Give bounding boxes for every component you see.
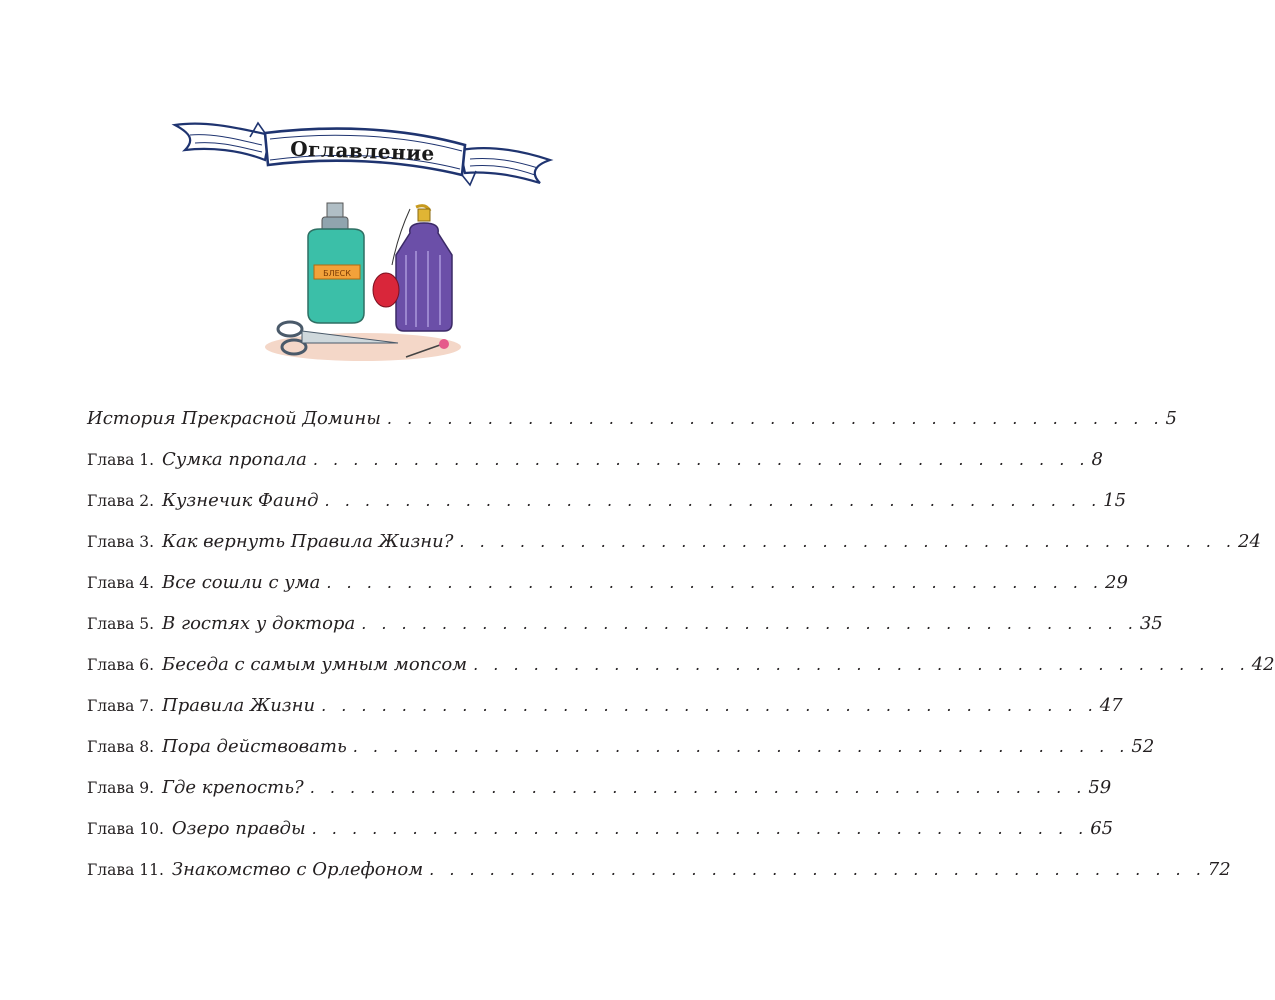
toc-entry[interactable] — [87, 531, 1261, 565]
dot-leader: . . . . . . . . . . . . . . . . . . . . . . . . . . . . . . . . . . . . . . . — [429, 860, 1206, 879]
chapter-label: Глава 3. — [87, 533, 155, 551]
chapter-label: Глава 8. — [87, 738, 155, 756]
dot-leader: . . . . . . . . . . . . . . . . . . . . . . . . . . . . . . . . . . . . . . . — [473, 655, 1250, 674]
toc-entry[interactable] — [87, 736, 1155, 770]
toc-entry[interactable] — [87, 572, 1128, 606]
dot-leader: . . . . . . . . . . . . . . . . . . . . . . . . . . . . . . . . . . . . . . . — [309, 778, 1087, 797]
toc-entry[interactable] — [87, 859, 1231, 893]
entry-title: Где крепость? — [162, 777, 304, 798]
page-number: 65 — [1090, 818, 1114, 839]
dot-leader: . . . . . . . . . . . . . . . . . . . . . . . . . . . . . . . . . . . . . . . — [326, 573, 1103, 592]
entry-title: Правила Жизни — [162, 695, 316, 716]
dot-leader: . . . . . . . . . . . . . . . . . . . . . . . . . . . . . . . . . . . . . . . — [312, 450, 1090, 469]
entry-title: В гостях у доктора — [162, 613, 356, 634]
chapter-label: Глава 7. — [87, 697, 155, 715]
toc-entry[interactable] — [87, 408, 1177, 442]
entry-title: История Прекрасной Домины — [87, 408, 381, 429]
page-number: 59 — [1088, 777, 1112, 798]
entry-title: Как вернуть Правила Жизни? — [162, 531, 454, 552]
title-banner — [170, 105, 555, 195]
toc-entry[interactable] — [87, 654, 1275, 688]
toc-entry[interactable] — [87, 449, 1103, 483]
page-number: 24 — [1238, 531, 1261, 552]
chapter-label: Глава 1. — [87, 451, 155, 469]
toc-entry[interactable] — [87, 613, 1163, 647]
page-number: 42 — [1251, 654, 1275, 675]
dot-leader: . . . . . . . . . . . . . . . . . . . . . . . . . . . . . . . . . . . . . . . — [321, 696, 1098, 715]
toc-entry[interactable] — [87, 490, 1127, 524]
dot-leader: . . . . . . . . . . . . . . . . . . . . . . . . . . . . . . . . . . . . . . . — [311, 819, 1089, 838]
cosmetics-illustration — [258, 195, 458, 370]
entry-title: Все сошли с ума — [162, 572, 321, 593]
entry-title: Беседа с самым умным мопсом — [162, 654, 468, 675]
shadow-shape — [265, 333, 461, 361]
perfume-bottle-icon — [373, 206, 452, 331]
page-number: 35 — [1139, 613, 1163, 634]
entry-title: Пора действовать — [162, 736, 347, 757]
dot-leader: . . . . . . . . . . . . . . . . . . . . . . . . . . . . . . . . . . . . . . . — [386, 409, 1164, 428]
dot-leader: . . . . . . . . . . . . . . . . . . . . . . . . . . . . . . . . . . . . . . . — [361, 614, 1138, 633]
page-number: 47 — [1099, 695, 1123, 716]
toc-entry[interactable] — [87, 777, 1112, 811]
entry-title: Знакомство с Орлефоном — [171, 859, 424, 880]
page-number: 5 — [1165, 408, 1177, 429]
chapter-label: Глава 5. — [87, 615, 155, 633]
chapter-label: Глава 10. — [87, 820, 164, 838]
dot-leader: . . . . . . . . . . . . . . . . . . . . . . . . . . . . . . . . . . . . . . . — [352, 737, 1130, 756]
toc-entry[interactable] — [87, 695, 1123, 729]
entry-title: Озеро правды — [171, 818, 306, 839]
entry-title: Сумка пропала — [162, 449, 307, 470]
page-number: 15 — [1103, 490, 1127, 511]
chapter-label: Глава 6. — [87, 656, 155, 674]
dot-leader: . . . . . . . . . . . . . . . . . . . . . . . . . . . . . . . . . . . . . . . — [459, 532, 1237, 551]
page-title: Оглавление — [289, 136, 436, 166]
page-number: 52 — [1131, 736, 1155, 757]
page-number: 29 — [1105, 572, 1128, 593]
spray-bottle-icon — [308, 203, 364, 323]
bottle-label: БЛЕСК — [323, 269, 351, 278]
dot-leader: . . . . . . . . . . . . . . . . . . . . . . . . . . . . . . . . . . . . . . . — [324, 491, 1102, 510]
chapter-label: Глава 11. — [87, 861, 164, 879]
page-number: 72 — [1207, 859, 1231, 880]
chapter-label: Глава 4. — [87, 574, 155, 592]
chapter-label: Глава 2. — [87, 492, 155, 510]
entry-title: Кузнечик Фаинд — [162, 490, 319, 511]
page-number: 8 — [1091, 449, 1103, 470]
chapter-label: Глава 9. — [87, 779, 155, 797]
toc-entry[interactable] — [87, 818, 1114, 852]
